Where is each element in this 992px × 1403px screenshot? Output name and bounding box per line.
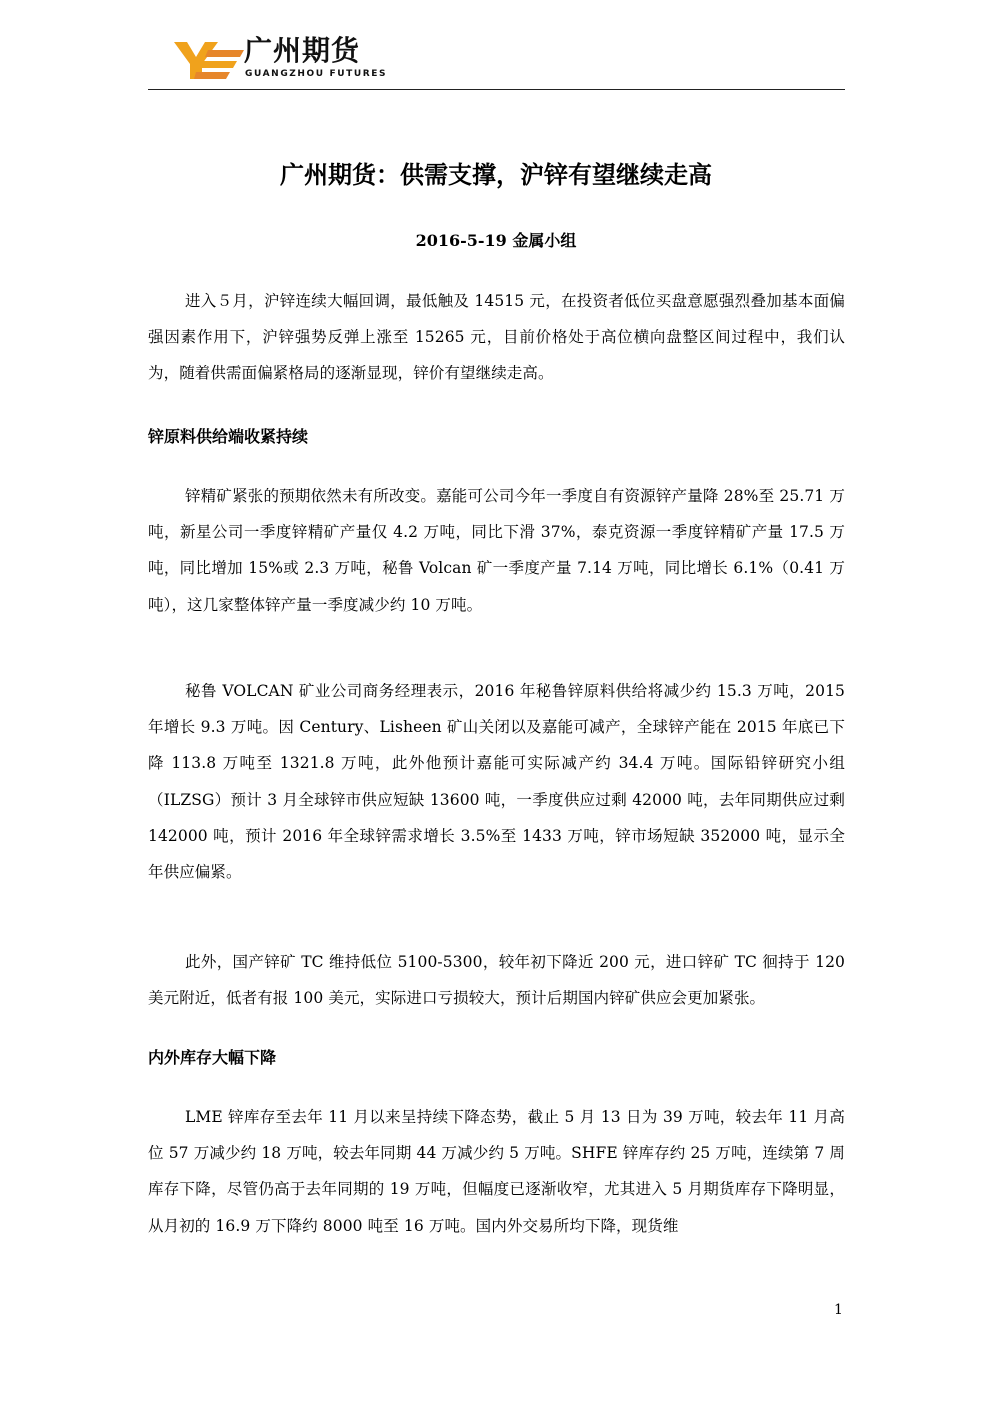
section-heading-supply: 锌原料供给端收紧持续 bbox=[148, 427, 309, 446]
supply-paragraph-1: 锌精矿紧张的预期依然未有所改变。嘉能可公司今年一季度自有资源锌产量降 28%至 25.71 万吨，新星公司一季度锌精矿产量仅 4.2 万吨，同比下滑 37%，泰克资源一季度锌精矿产量 17.5 万吨，同比增加 15%或 2.3 万吨，秘鲁 Volcan 矿一季度产量 7.14 万吨，同比增长 6.1%（0.41 万吨），这几家整体锌产量一季度减少约 10 万吨。 bbox=[148, 487, 845, 614]
header-divider bbox=[148, 89, 845, 90]
article-dateline: 2016-5-19 金属小组 bbox=[415, 231, 577, 250]
article-title: 广州期货：供需支撑，沪锌有望继续走高 bbox=[280, 161, 712, 189]
guangzhou-futures-logo-icon bbox=[174, 40, 244, 80]
intro-paragraph: 进入５月，沪锌连续大幅回调，最低触及 14515 元，在投资者低位买盘意愿强烈叠加基本面偏强因素作用下，沪锌强势反弹上涨至 15265 元，目前价格处于高位横向盘整区间过程中，我们认为，随着供需面偏紧格局的逐渐显现，锌价有望继续走高。 bbox=[148, 292, 845, 383]
brand-name-cn: 广州期货 bbox=[244, 34, 361, 67]
page-number: 1 bbox=[834, 1302, 843, 1318]
supply-paragraph-3: 此外，国产锌矿 TC 维持低位 5100-5300，较年初下降近 200 元，进口锌矿 TC 徊持于 120 美元附近，低者有报 100 美元，实际进口亏损较大，预计后期国内锌矿供应会更加紧张。 bbox=[148, 953, 845, 1008]
page-header bbox=[148, 34, 845, 91]
inventory-paragraph-1: LME 锌库存至去年 11 月以来呈持续下降态势，截止 5 月 13 日为 39 万吨，较去年 11 月高位 57 万减少约 18 万吨，较去年同期 44 万减少约 5 万吨。SHFE 锌库存约 25 万吨，连续第 7 周库存下降，尽管仍高于去年同期的 19 万吨，但幅度已逐渐收窄，尤其进入 5 月期货库存下降明显，从月初的 16.9 万下降约 8000 吨至 16 万吨。国内外交易所均下降，现货维 bbox=[148, 1108, 845, 1235]
brand-name-en: GUANGZHOU FUTURES bbox=[245, 69, 388, 79]
supply-paragraph-2: 秘鲁 VOLCAN 矿业公司商务经理表示，2016 年秘鲁锌原料供给将减少约 15.3 万吨，2015 年增长 9.3 万吨。因 Century、Lisheen 矿山关闭以及嘉能可减产，全球锌产能在 2015 年底已下降 113.8 万吨至 1321.8 万吨，此外他预计嘉能可实际减产约 34.4 万吨。国际铅锌研究小组（ILZSG）预计 3 月全球锌市供应短缺 13600 吨，一季度供应过剩 42000 吨，去年同期供应过剩 142000 吨，预计 2016 年全球锌需求增长 3.5%至 1433 万吨，锌市场短缺 352000 吨，显示全年供应偏紧。 bbox=[148, 682, 845, 882]
section-heading-inventory: 内外库存大幅下降 bbox=[148, 1048, 277, 1067]
